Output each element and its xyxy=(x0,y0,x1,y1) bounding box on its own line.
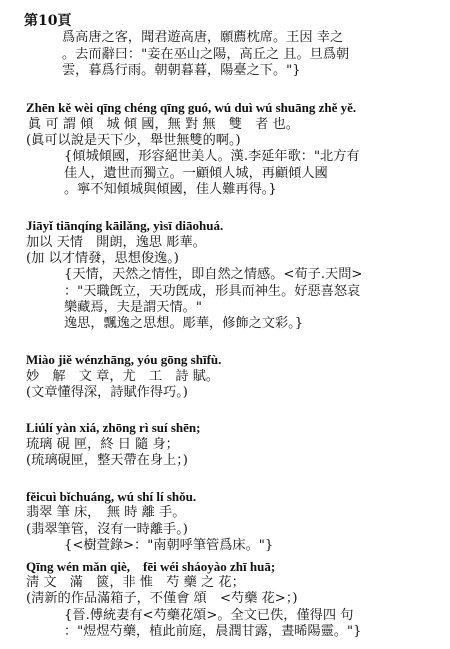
chinese-text-line: 爲高唐之客，聞君遊高唐，願薦枕席。王因 幸之 xyxy=(62,30,344,45)
chinese-text-line: 加以 天情 開朗，逸思 彫華。 xyxy=(26,235,206,250)
chinese-text-line: (淸新的作品滿箱子，不僅會 頌 <芍藥 花>；) xyxy=(26,591,298,606)
chinese-text-line: 。去而辭曰："妾在巫山之陽，高丘之 且。旦爲朝 xyxy=(62,47,350,62)
chinese-text-line: {晉.傅統妻有<芍藥花頌>。全文已佚，僅得四 句 xyxy=(64,608,354,623)
chinese-text-line: 眞 可 謂 傾 城 傾 國，無 對 無 雙 者 也。 xyxy=(28,117,299,132)
pinyin-line: Zhēn kě wèi qīng chéng qīng guó, wú duì wú shuāng zhě yě. xyxy=(26,100,357,115)
chinese-text-line: 琉璃 硯 匣，終 日 隨 身； xyxy=(26,437,179,452)
pinyin-line: Qīng wén mǎn qiè, fēi wéi sháoyào zhī huā; xyxy=(26,559,276,574)
chinese-text-line: 樂藏焉，夫是謂天情。" xyxy=(64,300,202,315)
pinyin-line: Miào jiě wénzhāng, yóu gōng shīfù. xyxy=(26,352,222,367)
chinese-text-line: 逸思，飄逸之思想。彫華，修飾之文彩。} xyxy=(64,316,304,331)
chinese-text-line: 佳人，遺世而獨立。一顧傾人城，再顧傾人國 xyxy=(64,166,328,181)
chinese-text-line: 妙 解 文 章，尤 工 詩 賦。 xyxy=(26,369,220,384)
pinyin-line: Liúlí yàn xiá, zhōng rì suí shēn; xyxy=(26,420,201,435)
chinese-text-line: (文章懂得深，詩賦作得巧。) xyxy=(26,385,188,400)
page-number: 第10頁 xyxy=(24,13,72,29)
chinese-text-line: (加 以才情發，思想俊逸。) xyxy=(26,251,179,266)
pinyin-line: Jiāyǐ tiānqíng kāilǎng, yìsī diāohuá. xyxy=(26,218,224,233)
chinese-text-line: (琉璃硯匣，整天帶在身上；) xyxy=(26,453,188,468)
chinese-text-line: ："煜煜芍藥，植此前庭，晨潤甘露，晝晞陽靈。"} xyxy=(64,624,362,639)
chinese-text-line: {<樹萱錄>："南朝呼筆管爲床。"} xyxy=(64,538,274,553)
pinyin-line: fěicuì bǐchuáng, wú shí lí shǒu. xyxy=(26,489,197,504)
chinese-text-line: 雲，暮爲行雨。朝朝暮暮，陽臺之下。"} xyxy=(62,63,301,78)
chinese-text-line: (眞可以說是天下少，舉世無雙的啊。) xyxy=(26,133,241,148)
chinese-text-line: 。寧不知傾城與傾國，佳人難再得。} xyxy=(64,182,277,197)
chinese-text-line: 翡翠 筆 床， 無 時 離 手。 xyxy=(26,505,186,520)
chinese-text-line: {天情，天然之情性，即自然之情感。<荀子.天問> xyxy=(64,267,363,282)
chinese-text-line: 淸 文 滿 篋，非 惟 芍 藥 之 花； xyxy=(26,575,245,590)
chinese-text-line: (翡翠筆管，沒有一時離手。) xyxy=(26,522,188,537)
chinese-text-line: ："天職旣立，天功旣成，形具而神生。好惡喜怒哀 xyxy=(64,284,361,299)
chinese-text-line: {傾城傾國，形容絕世美人。漢.李延年歌："北方有 xyxy=(64,149,360,164)
